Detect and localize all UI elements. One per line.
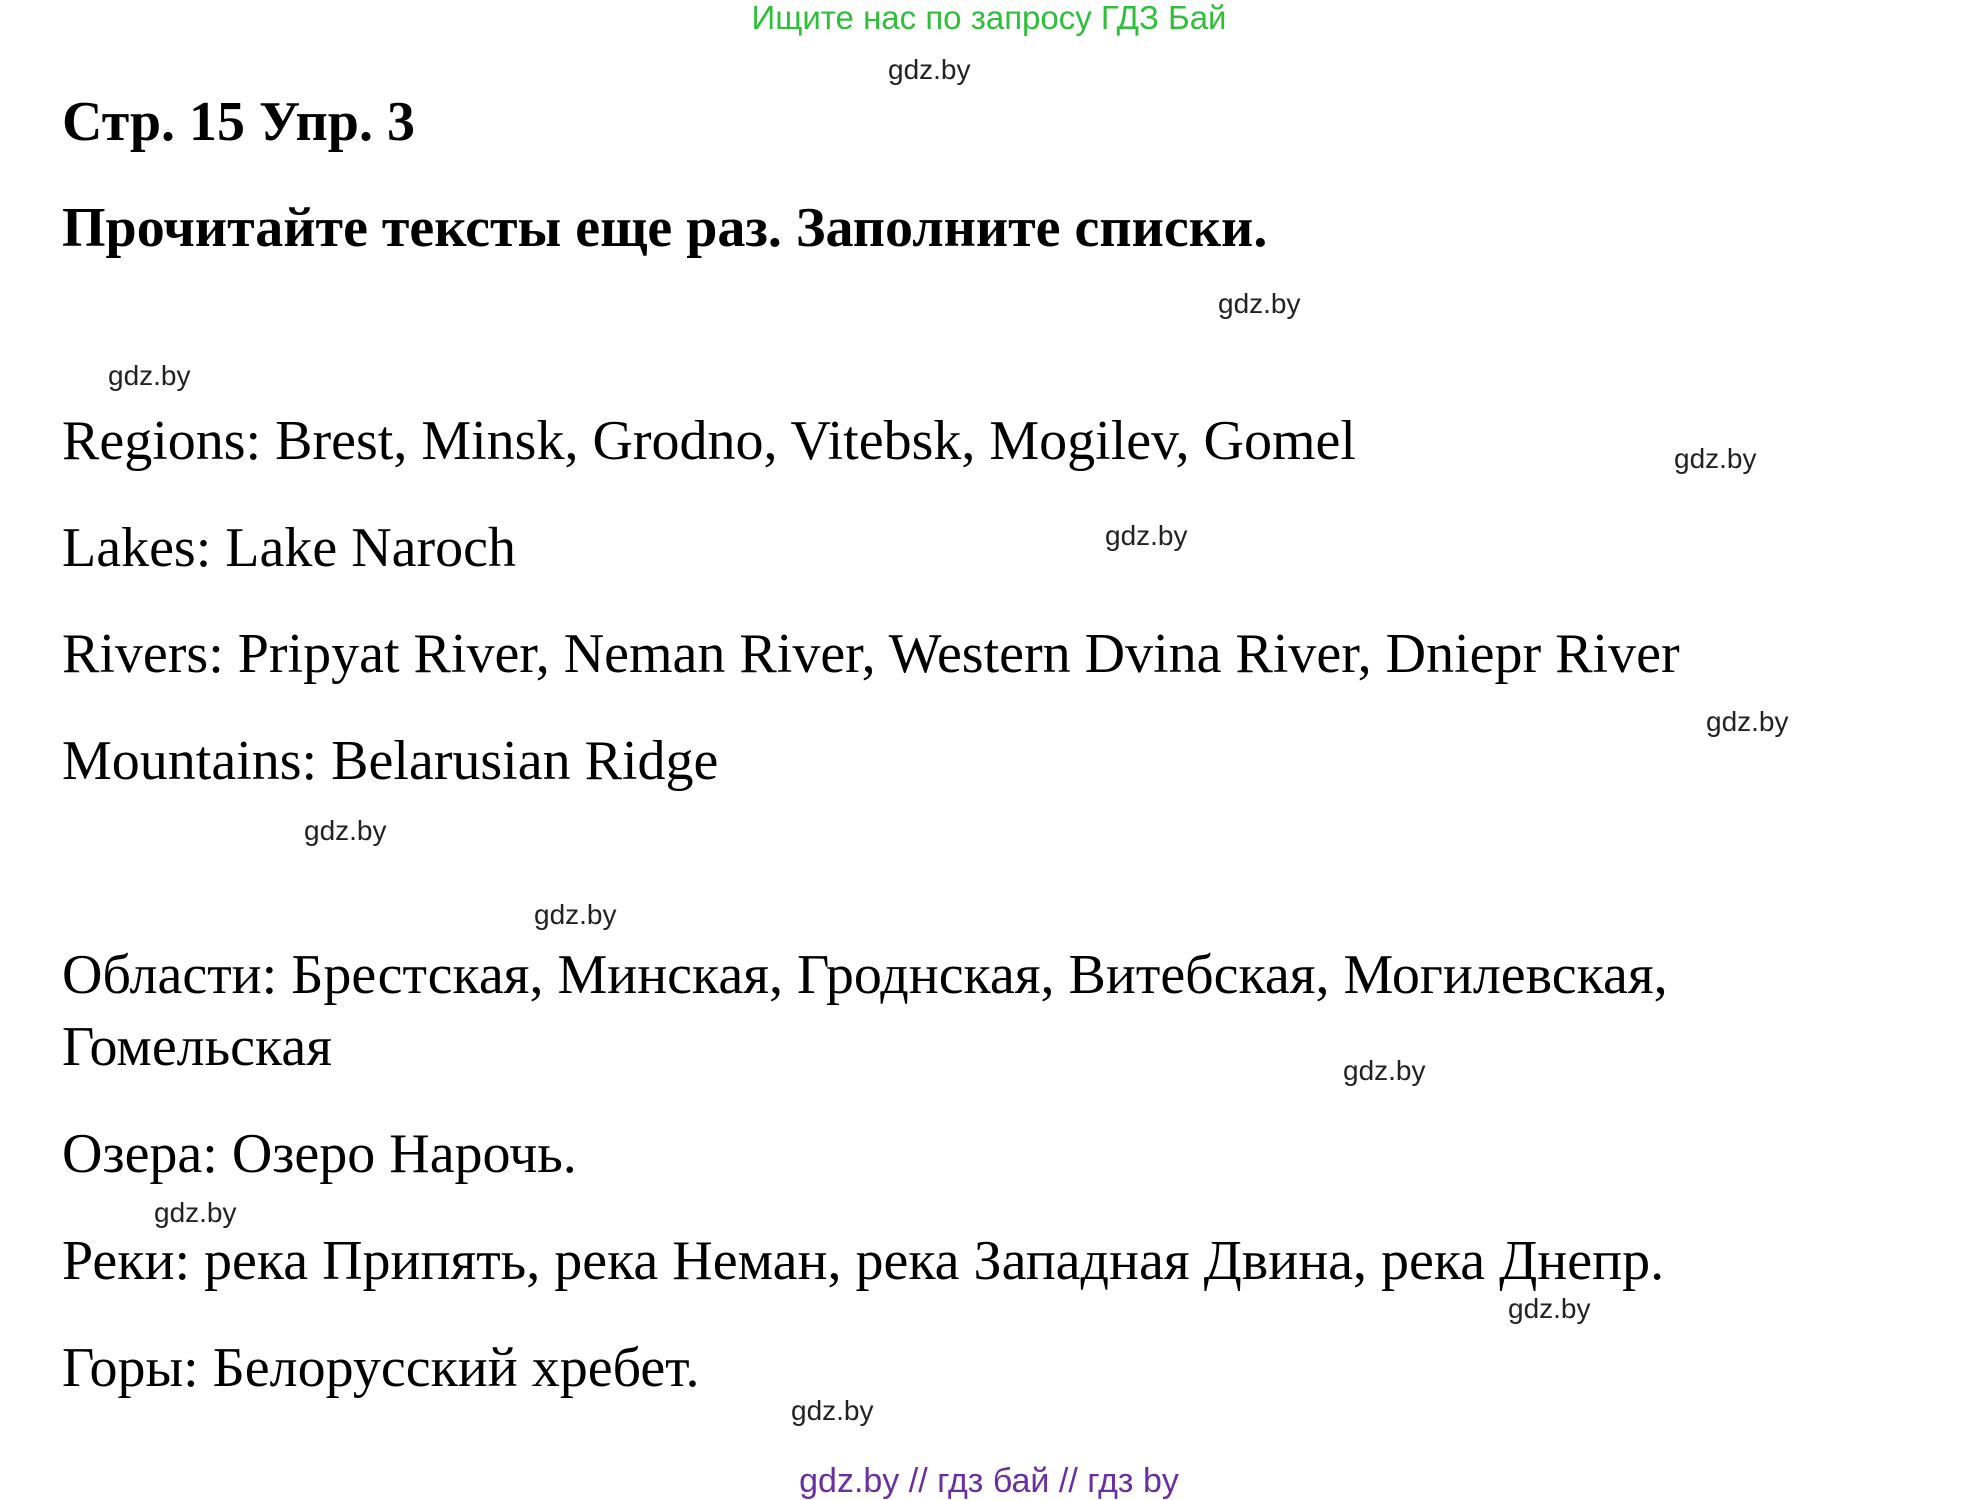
instruction: Прочитайте тексты еще раз. Заполните списки. [62,197,1268,259]
english-lakes: Lakes: Lake Naroch [62,517,516,579]
watermark: gdz.by [108,360,191,391]
watermark: gdz.by [534,899,617,930]
russian-mountains: Горы: Белорусский хребет. [62,1337,700,1399]
russian-regions-line2: Гомельская [62,1016,332,1078]
watermark: gdz.by [1508,1293,1591,1324]
top-banner: Ищите нас по запросу ГДЗ Бай [751,0,1227,36]
english-regions: Regions: Brest, Minsk, Grodno, Vitebsk, Mogilev, Gomel [62,410,1356,472]
watermark: gdz.by [1674,443,1757,474]
watermark: gdz.by [1706,706,1789,737]
footer-links[interactable]: gdz.by // гдз бай // гдз by [799,1462,1179,1500]
russian-rivers: Реки: река Припять, река Неман, река Западная Двина, река Днепр. [62,1230,1665,1292]
watermark: gdz.by [888,54,971,85]
watermark: gdz.by [1218,288,1301,319]
russian-lakes: Озера: Озеро Нарочь. [62,1123,577,1185]
watermark: gdz.by [154,1197,237,1228]
watermark: gdz.by [1343,1055,1426,1086]
page-title: Стр. 15 Упр. 3 [62,91,415,153]
watermark: gdz.by [1105,520,1188,551]
english-mountains: Mountains: Belarusian Ridge [62,730,719,792]
english-rivers: Rivers: Pripyat River, Neman River, Western Dvina River, Dniepr River [62,623,1680,685]
watermark: gdz.by [791,1395,874,1426]
watermark: gdz.by [304,815,387,846]
russian-regions-line1: Области: Брестская, Минская, Гроднская, Витебская, Могилевская, [62,944,1668,1006]
